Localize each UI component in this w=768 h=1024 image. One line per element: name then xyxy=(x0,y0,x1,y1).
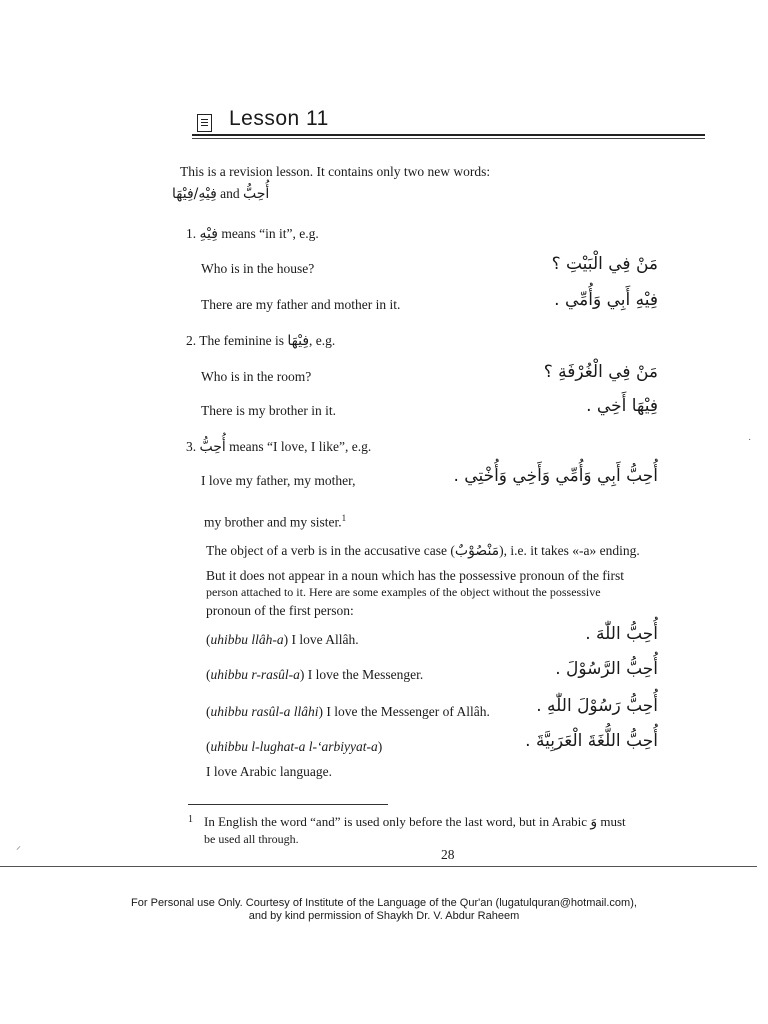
arabic-word-uhibbu: أُحِبُّ xyxy=(243,186,270,202)
item-text: means “I love, I like”, e.g. xyxy=(229,439,372,454)
example-row: (uhibbu rasûl-a llâhi) I love the Messenger of Allâh. xyxy=(206,704,490,719)
example-row: (uhibbu l-lughat-a l-‘arbiyyat-a) xyxy=(206,739,383,754)
example-continuation: my brother and my sister. xyxy=(204,514,342,530)
arabic-word: فِيْهَا xyxy=(287,333,310,349)
footnote-number: 1 xyxy=(188,814,193,825)
intro-line: This is a revision lesson. It contains only two new words: xyxy=(180,164,491,179)
example-english: Who is in the house? xyxy=(201,261,315,276)
example-english: I love my father, my mother, xyxy=(201,473,356,488)
translation: I love the Messenger. xyxy=(304,667,424,682)
object-line-4: pronoun of the first person: xyxy=(206,603,354,618)
example-arabic: أُحِبُّ الرَّسُوْلَ . xyxy=(555,659,658,679)
example-english: Who is in the room? xyxy=(201,369,312,384)
transliteration: uhibbu rasûl-a llâhi xyxy=(210,704,319,719)
item-text: means “in it”, e.g. xyxy=(221,226,319,241)
example-arabic: فِيْهِ أَبِي وَأُمِّي . xyxy=(554,290,658,310)
example-arabic: أُحِبُّ اللُّغَةَ الْعَرَبِيَّةَ . xyxy=(525,731,658,751)
item2-heading xyxy=(186,333,335,349)
object-text: The object of a verb is in the accusative case ( xyxy=(206,543,455,558)
footer-line-1: For Personal use Only. Courtesy of Institute of the Language of the Qur'an (lugatulquran@hotmail.com), xyxy=(131,897,637,909)
translation: I love Allâh. xyxy=(288,632,359,647)
footer-line-2: and by kind permission of Shaykh Dr. V. Abdur Raheem xyxy=(248,910,520,922)
footnote-text: In English the word “and” is used only before the last word, but in Arabic xyxy=(204,814,588,829)
footnote-line-1 xyxy=(204,814,626,830)
object-text: ), i.e. it takes «-a» ending. xyxy=(499,543,640,558)
intro-words xyxy=(172,186,269,202)
object-line-3: person attached to it. Here are some examples of the object without the possessive xyxy=(206,585,601,599)
example-row: (uhibbu llâh-a) I love Allâh. xyxy=(206,632,359,647)
lesson-title: Lesson 11 xyxy=(229,107,329,130)
transliteration: uhibbu l-lughat-a l-‘arbiyyat-a xyxy=(210,739,378,754)
example-english: There are my father and mother in it. xyxy=(201,297,401,312)
last-line: I love Arabic language. xyxy=(206,764,332,779)
example-arabic: مَنْ فِي الْغُرْفَةِ ؟ xyxy=(543,362,658,382)
footnote-text: must xyxy=(600,814,626,829)
arabic-word-mansub: مَنْصُوْبٌ xyxy=(454,543,500,559)
example-english: There is my brother in it. xyxy=(201,403,336,418)
item-number: 2. xyxy=(186,333,197,348)
object-line-2: But it does not appear in a noun which has the possessive pronoun of the first xyxy=(206,568,625,583)
item-text-tail: , e.g. xyxy=(309,333,336,348)
item1-heading xyxy=(186,226,319,242)
item3-heading xyxy=(186,439,371,455)
example-row: (uhibbu r-rasûl-a) I love the Messenger. xyxy=(206,667,424,682)
scan-mark: · xyxy=(748,434,752,445)
translation: I love the Messenger of Allâh. xyxy=(323,704,490,719)
scan-mark: ⸝ xyxy=(16,841,21,852)
object-line-1 xyxy=(206,543,640,559)
arabic-letter-waw: وَ xyxy=(590,814,598,830)
header-rule-thin xyxy=(192,138,705,139)
arabic-word-fihi-fiha: فِيْهِ/فِيْهَا xyxy=(172,186,217,202)
example-arabic: أُحِبُّ رَسُوْلَ اللّٰهِ . xyxy=(536,696,658,716)
page-number: 28 xyxy=(441,847,455,862)
page-bottom-rule xyxy=(0,866,757,867)
footnote-reference: 1 xyxy=(341,513,347,523)
transliteration: uhibbu r-rasûl-a xyxy=(210,667,300,682)
example-arabic: مَنْ فِي الْبَيْتِ ؟ xyxy=(551,254,658,274)
example-english-continued xyxy=(204,513,346,531)
header-rule xyxy=(192,134,705,136)
footnote-rule xyxy=(188,804,388,805)
footer xyxy=(0,897,768,923)
item-text: The feminine is xyxy=(199,333,284,348)
example-arabic: أُحِبُّ أَبِي وَأُمِّي وَأَخِي وَأُخْتِي . xyxy=(453,466,658,486)
example-arabic: أُحِبُّ اللّٰهَ . xyxy=(585,624,658,644)
transliteration: uhibbu llâh-a xyxy=(210,632,284,647)
intro-and: and xyxy=(220,186,240,201)
item-number: 1. xyxy=(186,226,197,241)
arabic-word: فِيْهِ xyxy=(199,226,218,242)
item-number: 3. xyxy=(186,439,197,454)
example-arabic: فِيْهَا أَخِي . xyxy=(586,396,658,416)
footnote-line-2: be used all through. xyxy=(204,832,299,846)
arabic-word: أُحِبُّ xyxy=(199,439,226,455)
lesson-document-icon xyxy=(197,114,212,132)
